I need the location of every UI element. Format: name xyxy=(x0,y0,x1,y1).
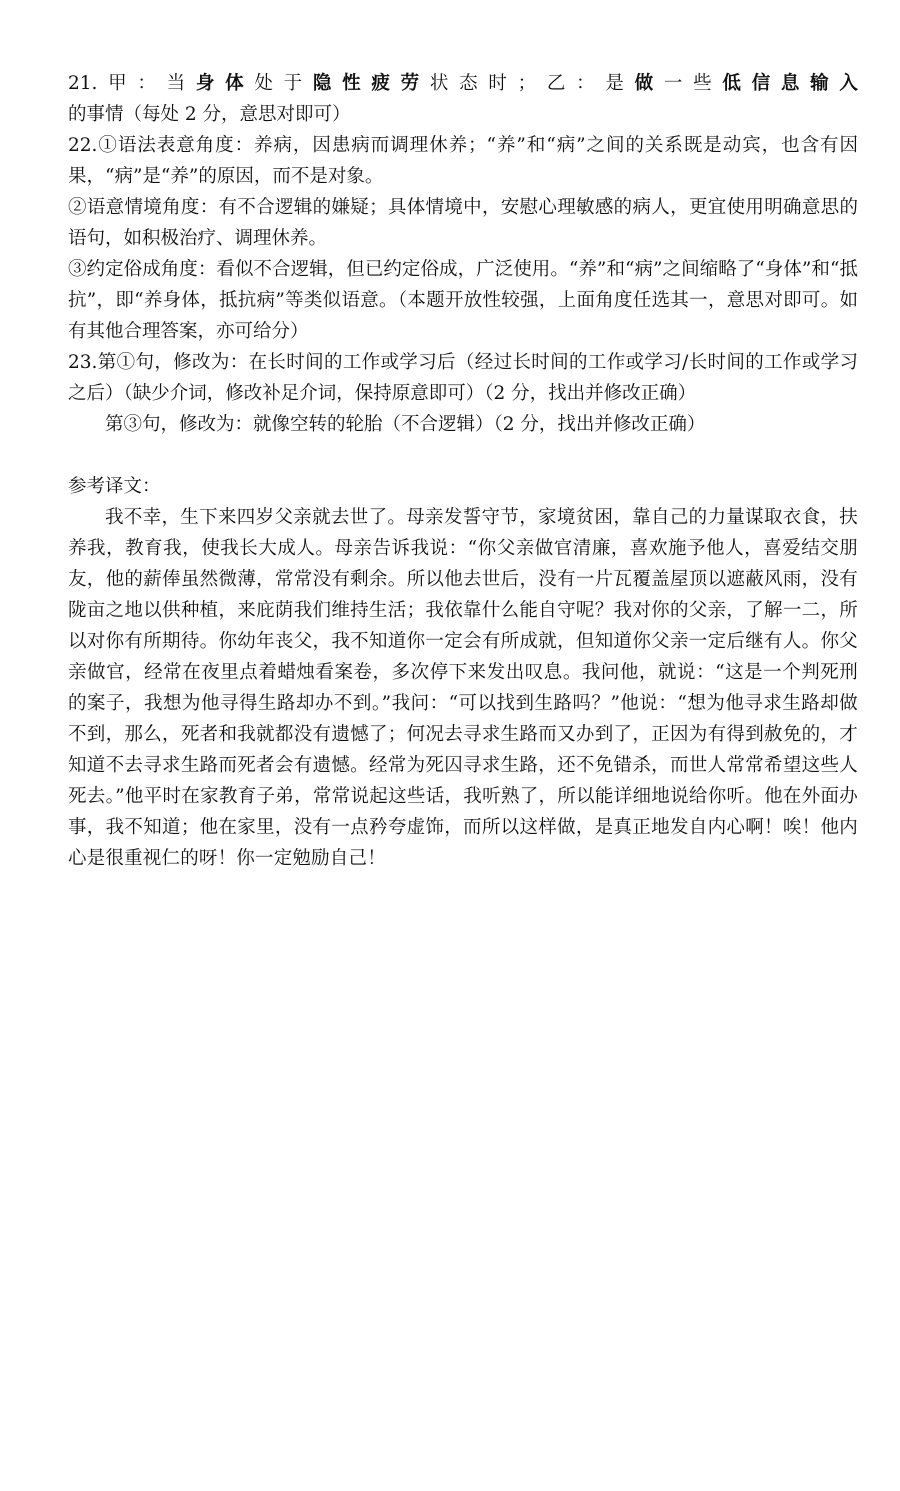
answer-21-text: 处于 xyxy=(254,73,313,94)
answer-21-keyword: 身体 xyxy=(195,73,255,94)
answer-21-keyword: 低信息输入 xyxy=(722,73,858,94)
answer-23-sentence-3: 第③句，修改为：就像空转的轮胎（不合逻辑）（2 分，找出并修改正确） xyxy=(105,414,706,435)
answer-21-text: 21.甲：当 xyxy=(68,73,196,94)
answer-21-text: 状态时；乙：是 xyxy=(429,73,635,94)
answer-21-text: 的事情（每处 2 分，意思对即可） xyxy=(68,104,351,125)
answer-22-angle-3: ③约定俗成角度：看似不合逻辑，但已约定俗成，广泛使用。“养”和“病”之间缩略了“身体”和“抵抗”，即“养身体，抵抗病”等类似语意。（本题开放性较强，上面角度任选其一，意思对即可。如有其他合理答案，亦可给分） xyxy=(68,259,858,342)
answer-21 xyxy=(68,68,858,130)
reference-translation-body: 我不幸，生下来四岁父亲就去世了。母亲发誓守节，家境贫困，靠自己的力量谋取衣食，扶养我，教育我，使我长大成人。母亲告诉我说：“你父亲做官清廉，喜欢施予他人，喜爱结交朋友，他的薪俸虽然微薄，常常没有剩余。所以他去世后，没有一片瓦覆盖屋顶以遮蔽风雨，没有陇亩之地以供种植，来庇荫我们维持生活；我依靠什么能自守呢？我对你的父亲，了解一二，所以对你有所期待。你幼年丧父，我不知道你一定会有所成就，但知道你父亲一定后继有人。你父亲做官，经常在夜里点着蜡烛看案卷，多次停下来发出叹息。我问他，就说：“这是一个判死刑的案子，我想为他寻得生路却办不到。”我问：“可以找到生路吗？”他说：“想为他寻求生路却做不到，那么，死者和我就都没有遗憾了；何况去寻求生路而又办到了，正因为有得到赦免的，才知道不去寻求生路而死者会有遗憾。经常为死囚寻求生路，还不免错杀，而世人常常希望这些人死去。”他平时在家教育子弟，常常说起这些话，我听熟了，所以能详细地说给你听。他在外面办事，我不知道；他在家里，没有一点矜夸虚饰，而所以这样做，是真正地发自内心啊！唉！他内心是很重视仁的呀！你一定勉励自己！ xyxy=(68,507,858,869)
answer-22-angle-2: ②语意情境角度：有不合逻辑的嫌疑；具体情境中，安慰心理敏感的病人，更宜使用明确意思的语句，如积极治疗、调理休养。 xyxy=(68,197,858,249)
section-spacer xyxy=(68,440,858,471)
answer-23-sentence-1: 23.第①句，修改为：在长时间的工作或学习后（经过长时间的工作或学习/长时间的工作或学习之后）（缺少介词，修改补足介词，保持原意即可）（2 分，找出并修改正确） xyxy=(68,352,858,404)
answer-21-keyword: 隐性疲劳 xyxy=(312,73,430,94)
reference-translation-title: 参考译文： xyxy=(68,476,161,497)
answer-21-keyword: 做 xyxy=(634,73,664,94)
answer-21-text: 一些 xyxy=(663,73,723,94)
answer-document xyxy=(68,68,858,874)
answer-22-angle-1: 22.①语法表意角度：养病，因患病而调理休养；“养”和“病”之间的关系既是动宾，也含有因果，“病”是“养”的原因，而不是对象。 xyxy=(68,135,858,187)
